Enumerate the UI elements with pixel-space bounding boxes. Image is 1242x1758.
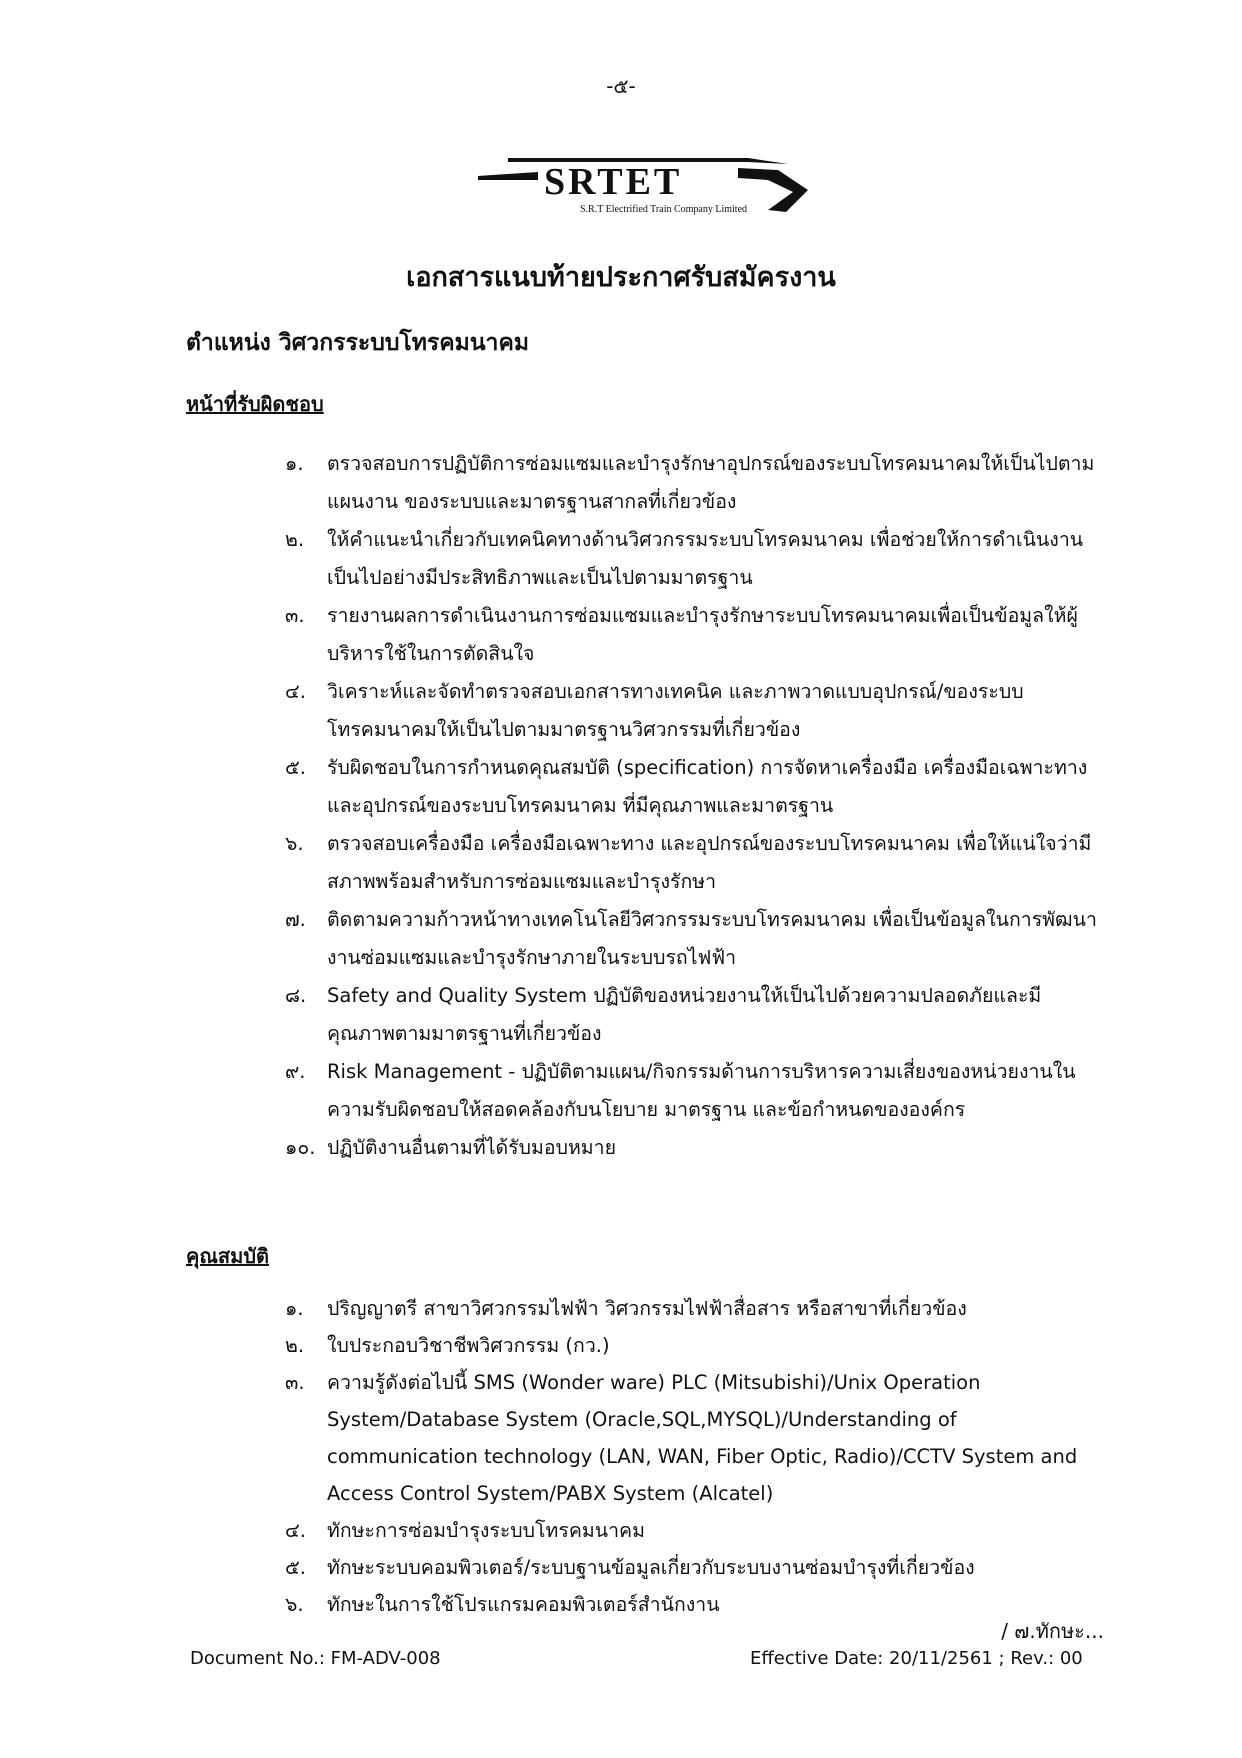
- document-title: เอกสารแนบท้ายประกาศรับสมัครงาน: [406, 262, 836, 293]
- list-item: [285, 977, 1105, 1053]
- list-item: [285, 825, 1105, 901]
- duties-heading: หน้าที่รับผิดชอบ: [186, 392, 324, 416]
- list-item: [285, 1327, 1105, 1364]
- duties-list: [285, 445, 1105, 1167]
- item-number: ๓.: [285, 1371, 305, 1394]
- item-text: Risk Management - ปฏิบัติตามแผน/กิจกรรมด้านการบริหารความเสี่ยงของหน่วยงานในความรับผิดชอบให้สอดคล้องกับนโยบาย มาตรฐาน และข้อกำหนดขององค์กร: [327, 1060, 1076, 1121]
- list-item: [285, 1549, 1105, 1586]
- list-item: [285, 1586, 1105, 1623]
- item-text: ตรวจสอบการปฏิบัติการซ่อมแซมและบำรุงรักษาอุปกรณ์ของระบบโทรคมนาคมให้เป็นไปตามแผนงาน ของระบบและมาตรฐานสากลที่เกี่ยวข้อง: [327, 452, 1095, 513]
- qualifications-list: [285, 1290, 1105, 1623]
- item-number: ๒.: [285, 528, 305, 551]
- logo-brand: SRTET: [544, 161, 683, 203]
- list-item: [285, 1512, 1105, 1549]
- list-item: [285, 673, 1105, 749]
- list-item: [285, 445, 1105, 521]
- item-text: ใบประกอบวิชาชีพวิศวกรรม (กว.): [327, 1334, 610, 1357]
- list-item: [285, 749, 1105, 825]
- item-text: ทักษะการซ่อมบำรุงระบบโทรคมนาคม: [327, 1519, 645, 1542]
- item-number: ๖.: [285, 1593, 304, 1616]
- item-text: ตรวจสอบเครื่องมือ เครื่องมือเฉพาะทาง และอุปกรณ์ของระบบโทรคมนาคม เพื่อให้แน่ใจว่ามีสภาพพร้อมสำหรับการซ่อมแซมและบำรุงรักษา: [327, 832, 1092, 893]
- item-number: ๘.: [285, 984, 307, 1007]
- list-item: [285, 1290, 1105, 1327]
- item-text: วิเคราะห์และจัดทำตรวจสอบเอกสารทางเทคนิค และภาพวาดแบบอุปกรณ์/ของระบบโทรคมนาคมให้เป็นไปตามมาตรฐานวิศวกรรมที่เกี่ยวข้อง: [327, 680, 1024, 741]
- item-number: ๒.: [285, 1334, 305, 1357]
- list-item: [285, 597, 1105, 673]
- item-number: ๔.: [285, 1519, 306, 1542]
- item-number: ๑๐.: [285, 1136, 316, 1159]
- item-number: ๖.: [285, 832, 304, 855]
- document-number: Document No.: FM-ADV-008: [190, 1648, 441, 1669]
- item-number: ๗.: [285, 908, 306, 931]
- item-text: ทักษะในการใช้โปรแกรมคอมพิวเตอร์สำนักงาน: [327, 1593, 720, 1616]
- item-number: ๕.: [285, 1556, 306, 1579]
- list-item: [285, 901, 1105, 977]
- item-number: ๑.: [285, 452, 304, 475]
- item-text: รับผิดชอบในการกำหนดคุณสมบัติ (specification) การจัดหาเครื่องมือ เครื่องมือเฉพาะทางและอุปกรณ์ของระบบโทรคมนาคม ที่มีคุณภาพและมาตรฐาน: [327, 756, 1088, 817]
- item-text: ความรู้ดังต่อไปนี้ SMS (Wonder ware) PLC (Mitsubishi)/Unix Operation System/Database System (Oracle,SQL,MYSQL)/Understanding of communication technology (LAN, WAN, Fiber Optic, Radio)/CCTV System and Access Control System/PABX System (Alcatel): [327, 1371, 1078, 1505]
- srtet-logo: [468, 150, 838, 220]
- logo-tagline: S.R.T Electrified Train Company Limited: [580, 204, 748, 215]
- effective-date: Effective Date: 20/11/2561 ; Rev.: 00: [750, 1648, 1083, 1669]
- item-text: ปฏิบัติงานอื่นตามที่ได้รับมอบหมาย: [327, 1136, 617, 1159]
- item-number: ๔.: [285, 680, 306, 703]
- qualifications-heading: คุณสมบัติ: [186, 1244, 270, 1268]
- item-text: ปริญญาตรี สาขาวิศวกรรมไฟฟ้า วิศวกรรมไฟฟ้าสื่อสาร หรือสาขาที่เกี่ยวข้อง: [327, 1297, 967, 1320]
- list-item: [285, 521, 1105, 597]
- item-number: ๕.: [285, 756, 306, 779]
- item-text: ให้คำแนะนำเกี่ยวกับเทคนิคทางด้านวิศวกรรมระบบโทรคมนาคม เพื่อช่วยให้การดำเนินงานเป็นไปอย่างมีประสิทธิภาพและเป็นไปตามมาตรฐาน: [327, 528, 1084, 589]
- item-number: ๙.: [285, 1060, 306, 1083]
- continuation-marker: / ๗.ทักษะ...: [1001, 1619, 1104, 1643]
- item-text: Safety and Quality System ปฏิบัติของหน่วยงานให้เป็นไปด้วยความปลอดภัยและมีคุณภาพตามมาตรฐานที่เกี่ยวข้อง: [327, 984, 1042, 1045]
- item-number: ๓.: [285, 604, 305, 627]
- position-title: ตำแหน่ง วิศวกรระบบโทรคมนาคม: [186, 330, 530, 356]
- item-text: ทักษะระบบคอมพิวเตอร์/ระบบฐานข้อมูลเกี่ยวกับระบบงานซ่อมบำรุงที่เกี่ยวข้อง: [327, 1556, 975, 1579]
- item-number: ๑.: [285, 1297, 304, 1320]
- list-item: [285, 1129, 1105, 1167]
- list-item: [285, 1364, 1105, 1512]
- page-number: -๕-: [606, 74, 636, 98]
- item-text: รายงานผลการดำเนินงานการซ่อมแซมและบำรุงรักษาระบบโทรคมนาคมเพื่อเป็นข้อมูลให้ผู้บริหารใช้ในการตัดสินใจ: [327, 604, 1078, 665]
- list-item: [285, 1053, 1105, 1129]
- item-text: ติดตามความก้าวหน้าทางเทคโนโลยีวิศวกรรมระบบโทรคมนาคม เพื่อเป็นข้อมูลในการพัฒนางานซ่อมแซมและบำรุงรักษาภายในระบบรถไฟฟ้า: [327, 908, 1097, 969]
